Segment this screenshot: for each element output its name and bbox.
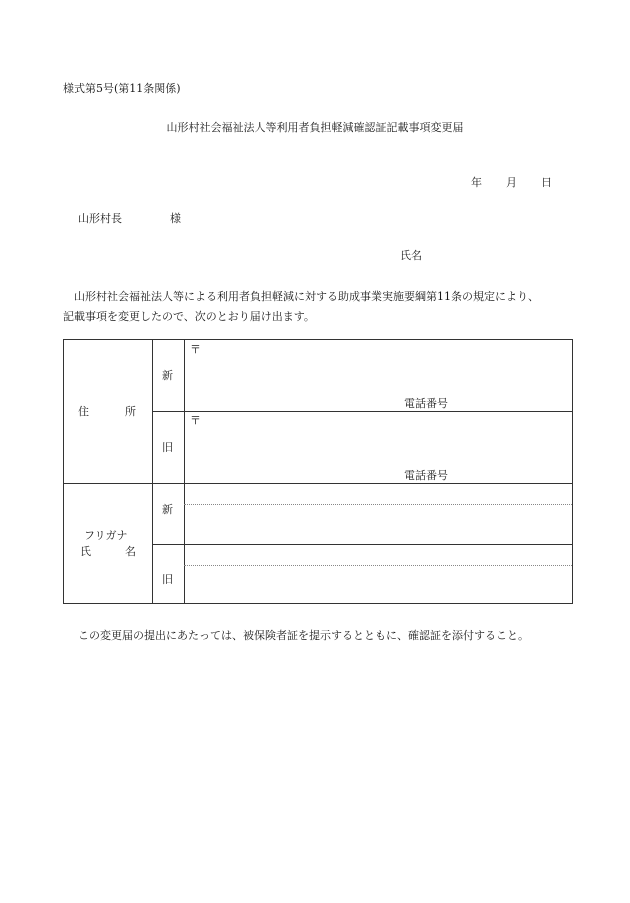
name-new-old-divider — [152, 544, 572, 545]
address-name-divider — [64, 483, 572, 484]
table-divider-v1 — [152, 340, 153, 603]
change-form-table — [63, 339, 573, 604]
form-number: 様式第5号(第11条関係) — [63, 82, 181, 95]
addressee — [78, 213, 181, 224]
applicant-name-label: 氏名 — [400, 249, 422, 262]
date-month-label: 月 — [506, 176, 517, 189]
addressee-name: 山形村長 — [78, 212, 122, 225]
name-old-label: 旧 — [162, 573, 173, 586]
name-label: 氏 名 — [80, 545, 136, 558]
address-old-phone-label: 電話番号 — [404, 469, 448, 482]
name-new-label: 新 — [162, 503, 173, 516]
address-old-label: 旧 — [162, 441, 173, 454]
date-day-label: 日 — [541, 176, 552, 189]
footer-note: この変更届の提出にあたっては、被保険者証を提示するとともに、確認証を添付すること。 — [78, 629, 529, 642]
name-old-furigana-divider — [184, 565, 572, 566]
furigana-label: フリガナ — [84, 529, 128, 542]
address-old-postal-mark: 〒 — [190, 414, 201, 427]
body-text-line-2: 記載事項を変更したので、次のとおり届け出ます。 — [63, 310, 315, 323]
addressee-honorific: 様 — [170, 212, 181, 225]
body-text-line-1: 山形村社会福祉法人等による利用者負担軽減に対する助成事業実施要綱第11条の規定により、 — [74, 290, 539, 303]
address-new-postal-mark: 〒 — [190, 343, 201, 356]
document-title: 山形村社会福祉法人等利用者負担軽減確認証記載事項変更届 — [166, 121, 464, 134]
address-label: 住 所 — [78, 405, 136, 418]
body-text — [63, 287, 583, 327]
date-year-label: 年 — [471, 176, 482, 189]
name-new-furigana-divider — [184, 504, 572, 505]
date-row — [471, 177, 552, 188]
address-new-label: 新 — [162, 369, 173, 382]
table-divider-v2 — [184, 340, 185, 603]
address-new-old-divider — [152, 411, 572, 412]
address-new-phone-label: 電話番号 — [404, 397, 448, 410]
